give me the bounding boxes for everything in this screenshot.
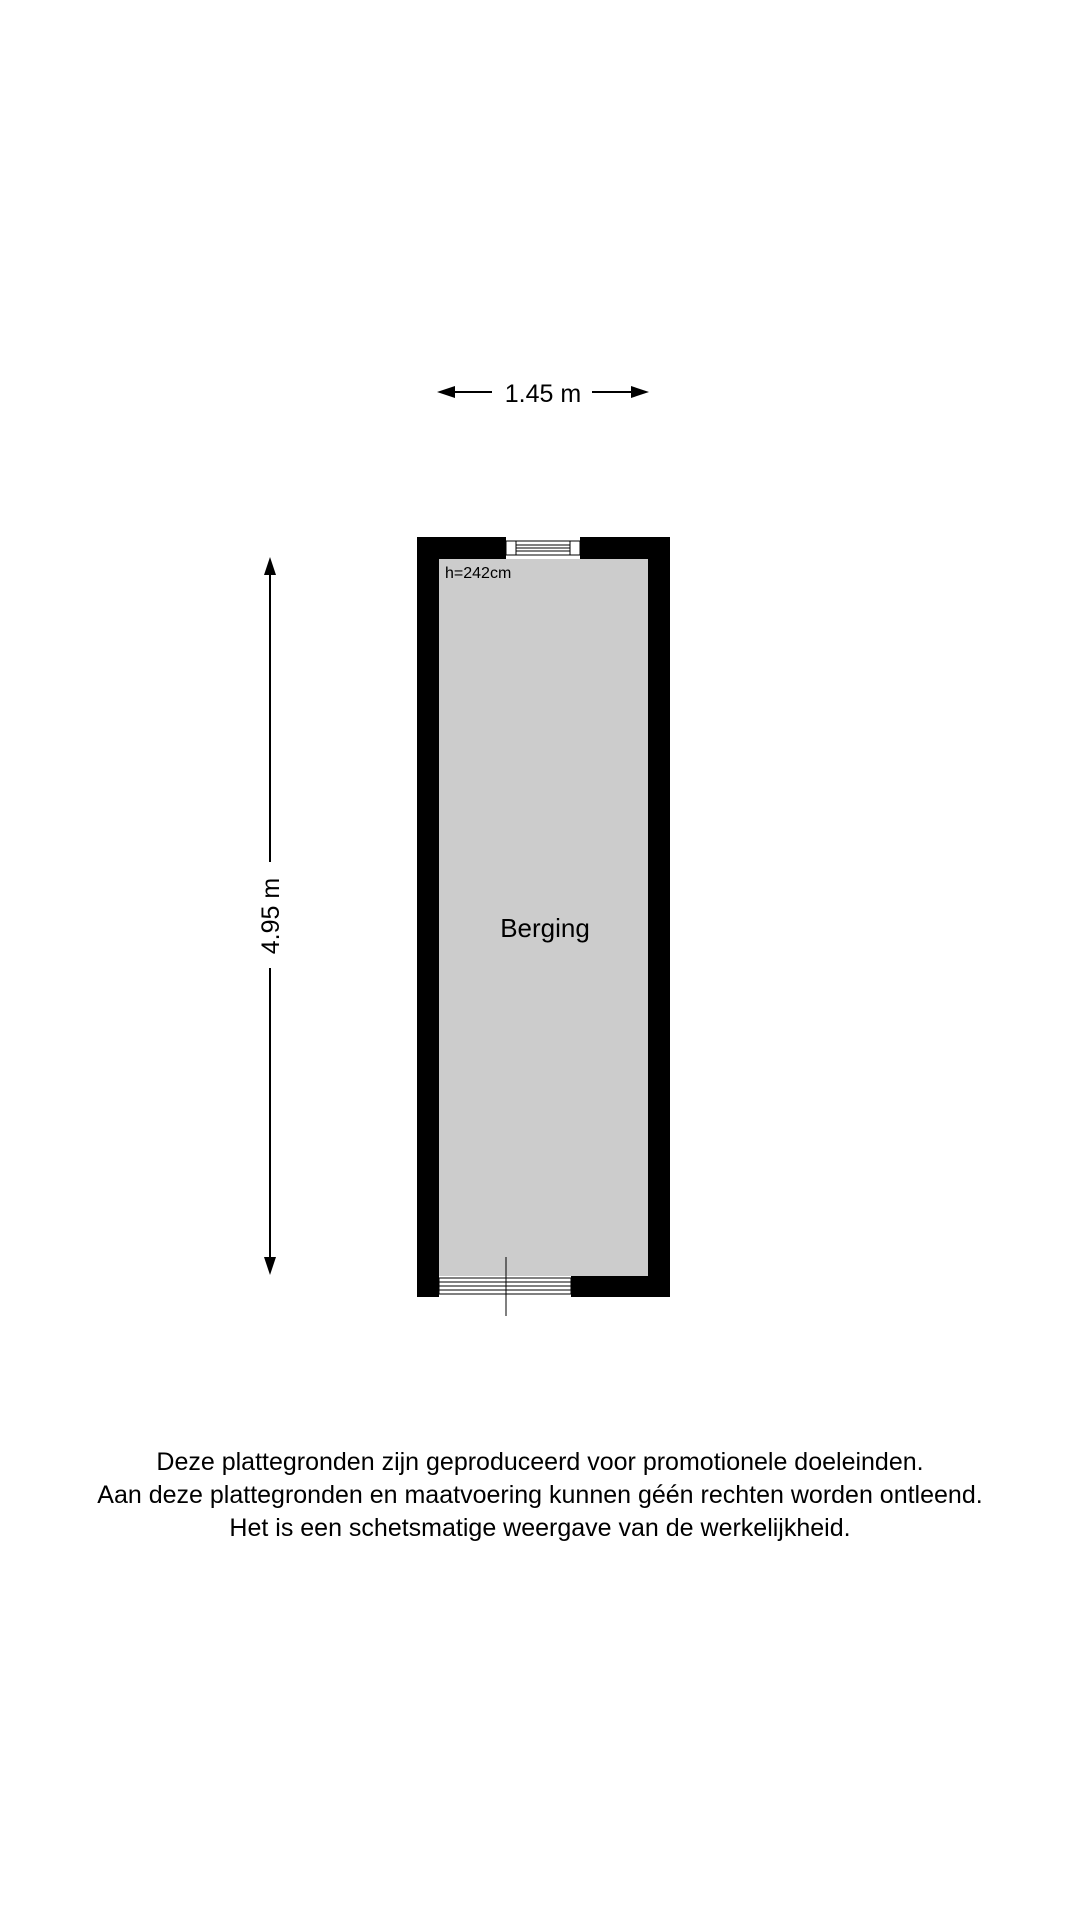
wall-top-left [417,537,506,559]
wall-right [648,537,670,1297]
length-arrow-bottom [264,1257,276,1275]
room-height-label: h=242cm [445,565,512,582]
length-dimension-label: 4.95 m [257,877,285,955]
wall-top-right [580,537,670,559]
width-dimension [437,380,649,408]
disclaimer-line: Aan deze plattegronden en maatvoering kunnen géén rechten worden ontleend. [97,1481,983,1509]
wall-left [417,537,439,1297]
disclaimer-line: Het is een schetsmatige weergave van de werkelijkheid. [229,1514,851,1542]
disclaimer [0,1446,1080,1545]
window-top [506,541,580,555]
length-arrow-top [264,557,276,575]
width-arrow-right [631,386,649,398]
length-dimension [257,557,285,1275]
room-name-label: Berging [500,913,590,943]
wall-bottom-right [571,1276,670,1297]
width-arrow-left [437,386,455,398]
width-dimension-label: 1.45 m [504,380,582,408]
disclaimer-line: Deze plattegronden zijn geproduceerd voor promotionele doeleinden. [156,1448,924,1476]
